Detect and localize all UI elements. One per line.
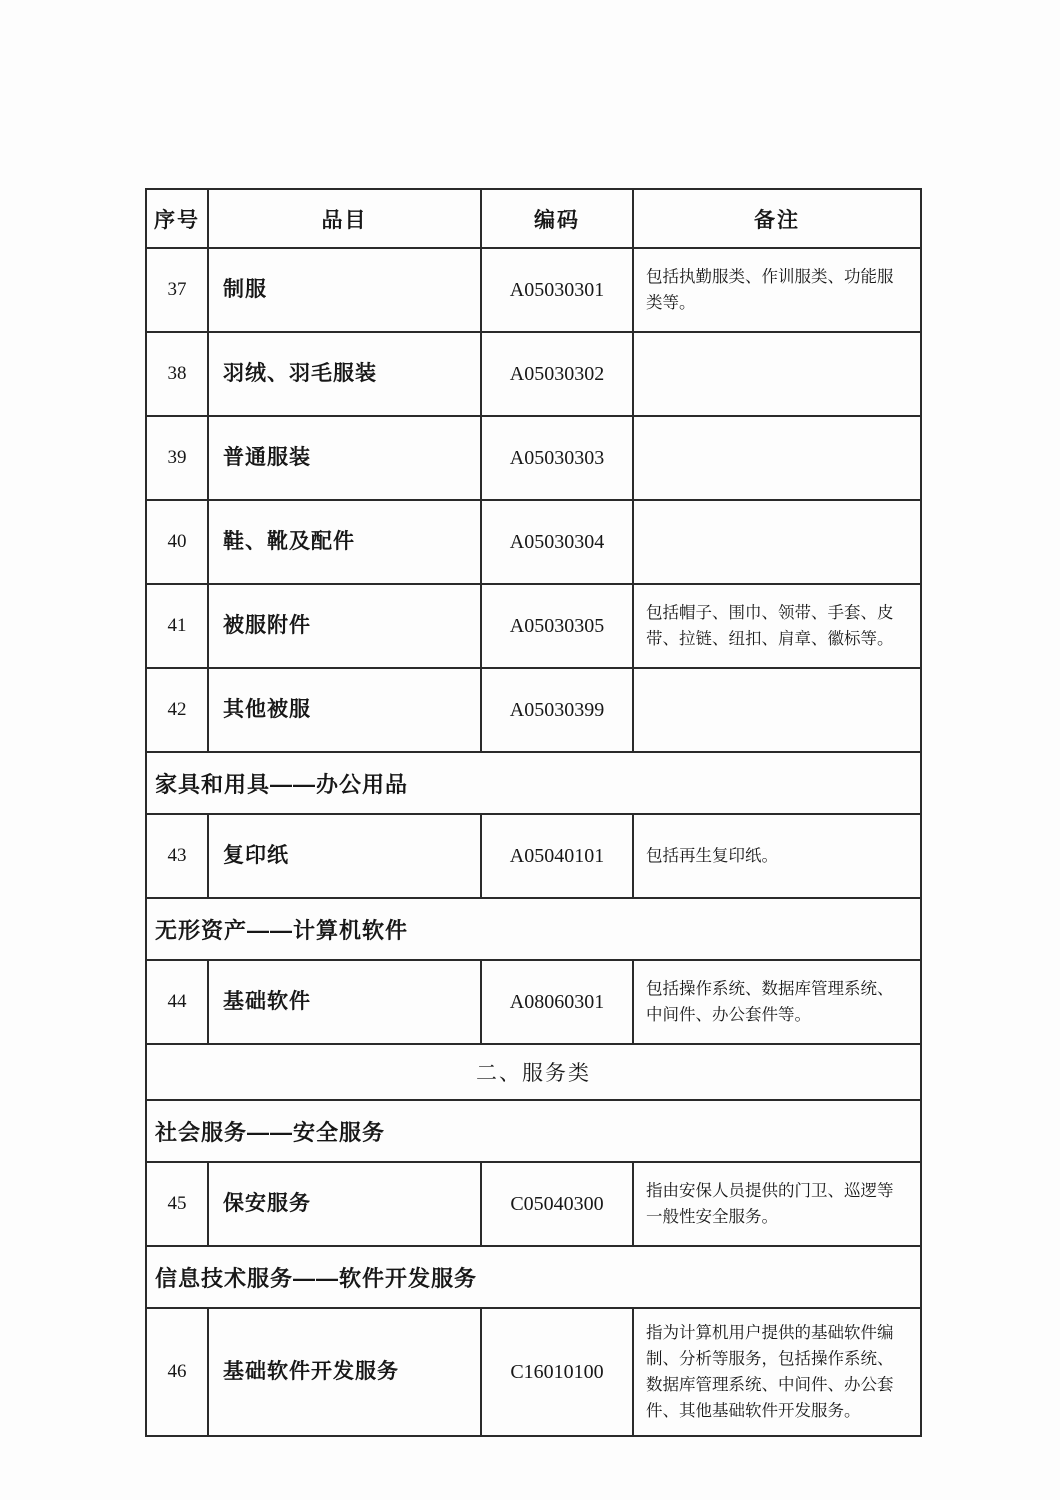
table-row [146, 416, 921, 500]
item-name-cell: 保安服务 [208, 1162, 481, 1246]
item-name-cell: 羽绒、羽毛服装 [208, 332, 481, 416]
section-title: 信息技术服务——软件开发服务 [146, 1246, 921, 1308]
table-row [146, 584, 921, 668]
table-body [146, 248, 921, 1436]
item-code-cell: A05030303 [481, 416, 633, 500]
item-code-cell: C05040300 [481, 1162, 633, 1246]
item-remark-cell [633, 416, 921, 500]
item-code-cell: A05030399 [481, 668, 633, 752]
section-title: 无形资产——计算机软件 [146, 898, 921, 960]
table-row [146, 500, 921, 584]
section-header-row [146, 898, 921, 960]
table-row [146, 332, 921, 416]
item-code-cell: C16010100 [481, 1308, 633, 1436]
section-title: 社会服务——安全服务 [146, 1100, 921, 1162]
item-name-cell: 其他被服 [208, 668, 481, 752]
section-header-row [146, 1100, 921, 1162]
item-code-cell: A08060301 [481, 960, 633, 1044]
row-number-cell: 45 [146, 1162, 208, 1246]
item-remark-cell: 指由安保人员提供的门卫、巡逻等一般性安全服务。 [633, 1162, 921, 1246]
table-row [146, 1162, 921, 1246]
item-name-cell: 基础软件 [208, 960, 481, 1044]
header-cell-number: 序号 [146, 189, 208, 248]
row-number-cell: 39 [146, 416, 208, 500]
item-remark-cell: 包括帽子、围巾、领带、手套、皮带、拉链、纽扣、肩章、徽标等。 [633, 584, 921, 668]
item-code-cell: A05030302 [481, 332, 633, 416]
table-row [146, 248, 921, 332]
table-row [146, 668, 921, 752]
section-header-row [146, 752, 921, 814]
category-title: 二、服务类 [146, 1044, 921, 1100]
category-header-row [146, 1044, 921, 1100]
table-row [146, 814, 921, 898]
table-header-row [146, 189, 921, 248]
item-code-cell: A05030304 [481, 500, 633, 584]
row-number-cell: 42 [146, 668, 208, 752]
item-remark-cell: 包括再生复印纸。 [633, 814, 921, 898]
catalog-table [145, 188, 922, 1437]
table-row [146, 960, 921, 1044]
item-name-cell: 复印纸 [208, 814, 481, 898]
header-cell-item: 品目 [208, 189, 481, 248]
header-cell-code: 编码 [481, 189, 633, 248]
item-name-cell: 鞋、靴及配件 [208, 500, 481, 584]
row-number-cell: 46 [146, 1308, 208, 1436]
item-code-cell: A05040101 [481, 814, 633, 898]
item-name-cell: 基础软件开发服务 [208, 1308, 481, 1436]
row-number-cell: 43 [146, 814, 208, 898]
item-remark-cell [633, 500, 921, 584]
row-number-cell: 38 [146, 332, 208, 416]
section-title: 家具和用具——办公用品 [146, 752, 921, 814]
item-remark-cell [633, 668, 921, 752]
item-remark-cell: 包括执勤服类、作训服类、功能服类等。 [633, 248, 921, 332]
header-cell-remark: 备注 [633, 189, 921, 248]
row-number-cell: 37 [146, 248, 208, 332]
item-code-cell: A05030301 [481, 248, 633, 332]
item-remark-cell [633, 332, 921, 416]
item-remark-cell: 指为计算机用户提供的基础软件编制、分析等服务，包括操作系统、数据库管理系统、中间件、办公套件、其他基础软件开发服务。 [633, 1308, 921, 1436]
row-number-cell: 44 [146, 960, 208, 1044]
item-name-cell: 被服附件 [208, 584, 481, 668]
item-code-cell: A05030305 [481, 584, 633, 668]
section-header-row [146, 1246, 921, 1308]
item-remark-cell: 包括操作系统、数据库管理系统、中间件、办公套件等。 [633, 960, 921, 1044]
row-number-cell: 40 [146, 500, 208, 584]
item-name-cell: 制服 [208, 248, 481, 332]
table-row [146, 1308, 921, 1436]
item-name-cell: 普通服装 [208, 416, 481, 500]
row-number-cell: 41 [146, 584, 208, 668]
